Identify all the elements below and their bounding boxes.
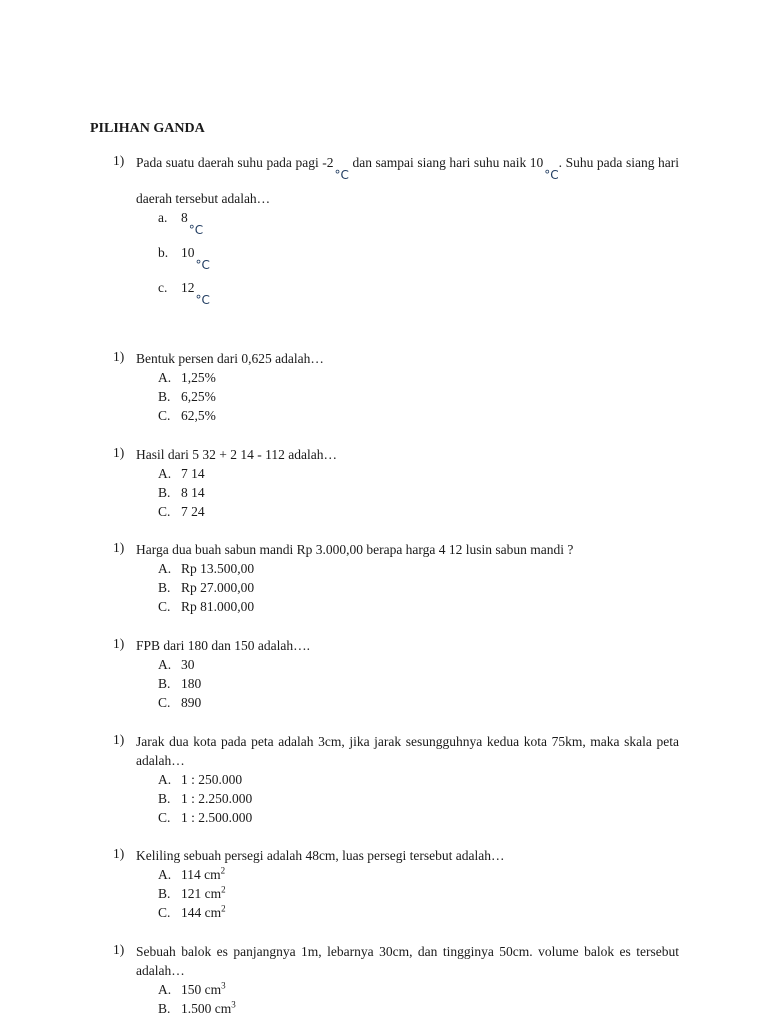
question-2 [113, 349, 679, 425]
question-number: 1) [113, 636, 125, 651]
option-list [158, 559, 679, 616]
question-text: Harga dua buah sabun mandi Rp 3.000,00 berapa harga 4 12 lusin sabun mandi ? [136, 542, 574, 557]
option-list [158, 770, 679, 827]
option-a: A. 150 $cm^3$ [158, 980, 226, 997]
question-text: Jarak dua kota pada peta adalah 3cm, jika jarak sesungguhnya kedua kota 75km, maka skala peta adalah… [136, 734, 679, 768]
question-text: Pada suatu daerah suhu pada pagi -2°C dan sampai siang hari suhu naik 10°C. Suhu pada siang hari daerah tersebut adalah… [136, 155, 679, 206]
option-c: C. 1 : 2.500.000 [158, 810, 253, 825]
celsius-unit: °C [334, 168, 349, 182]
option-b: B. Rp 27.000,00 [158, 580, 255, 595]
celsius-unit: °C [195, 258, 210, 272]
celsius-unit: °C [188, 223, 204, 237]
option-list [158, 980, 679, 1018]
question-number: 1) [113, 846, 125, 861]
question-text: Keliling sebuah persegi adalah 48cm, luas persegi tersebut adalah… [136, 848, 505, 863]
question-4 [113, 540, 679, 616]
option-b: B. 180 [158, 676, 202, 691]
option-a: A. 1,25% [158, 370, 216, 385]
celsius-unit: °C [544, 168, 559, 182]
question-1 [113, 153, 679, 313]
option-a: A. 114 $cm^2$ [158, 865, 226, 882]
question-number: 1) [113, 540, 125, 555]
option-b: B. 8 14 [158, 485, 205, 500]
question-text: Sebuah balok es panjangnya 1m, lebarnya 30cm, dan tingginya 50cm. volume balok es tersebut adalah… [136, 944, 679, 978]
option-c: c. 12°C [158, 280, 210, 307]
option-a: A. 7 14 [158, 466, 205, 481]
question-3 [113, 445, 679, 521]
question-text: Bentuk persen dari 0,625 adalah… [136, 351, 324, 366]
option-c: C. 144 $cm^2$ [158, 903, 226, 920]
option-a: a. 8°C [158, 210, 204, 237]
section-heading: PILIHAN GANDA [90, 121, 205, 136]
option-b: B. 6,25% [158, 389, 216, 404]
option-b: B. 1.500 $cm^3$ [158, 999, 236, 1016]
option-list [158, 655, 679, 712]
option-b: b. 10°C [158, 245, 210, 272]
option-list [158, 865, 679, 922]
option-a: A. Rp 13.500,00 [158, 561, 255, 576]
option-a: A. 30 [158, 657, 195, 672]
option-list [158, 208, 679, 313]
option-a: A. 1 : 250.000 [158, 772, 243, 787]
option-b: B. 1 : 2.250.000 [158, 791, 253, 806]
option-c: C. Rp 81.000,00 [158, 599, 255, 614]
question-number: 1) [113, 153, 125, 168]
question-number: 1) [113, 732, 125, 747]
celsius-unit: °C [195, 293, 210, 307]
question-8 [113, 942, 679, 1018]
option-c: C. 890 [158, 695, 202, 710]
question-number: 1) [113, 349, 125, 364]
option-list [158, 368, 679, 425]
question-6 [113, 732, 679, 827]
question-number: 1) [113, 942, 125, 957]
question-5 [113, 636, 679, 712]
option-c: C. 7 24 [158, 504, 205, 519]
question-number: 1) [113, 445, 125, 460]
question-text: FPB dari 180 dan 150 adalah…. [136, 638, 310, 653]
question-text: Hasil dari 5 32 + 2 14 - 112 adalah… [136, 447, 337, 462]
option-list [158, 464, 679, 521]
question-7 [113, 846, 679, 922]
option-c: C. 62,5% [158, 408, 216, 423]
option-b: B. 121 $cm^2$ [158, 884, 226, 901]
